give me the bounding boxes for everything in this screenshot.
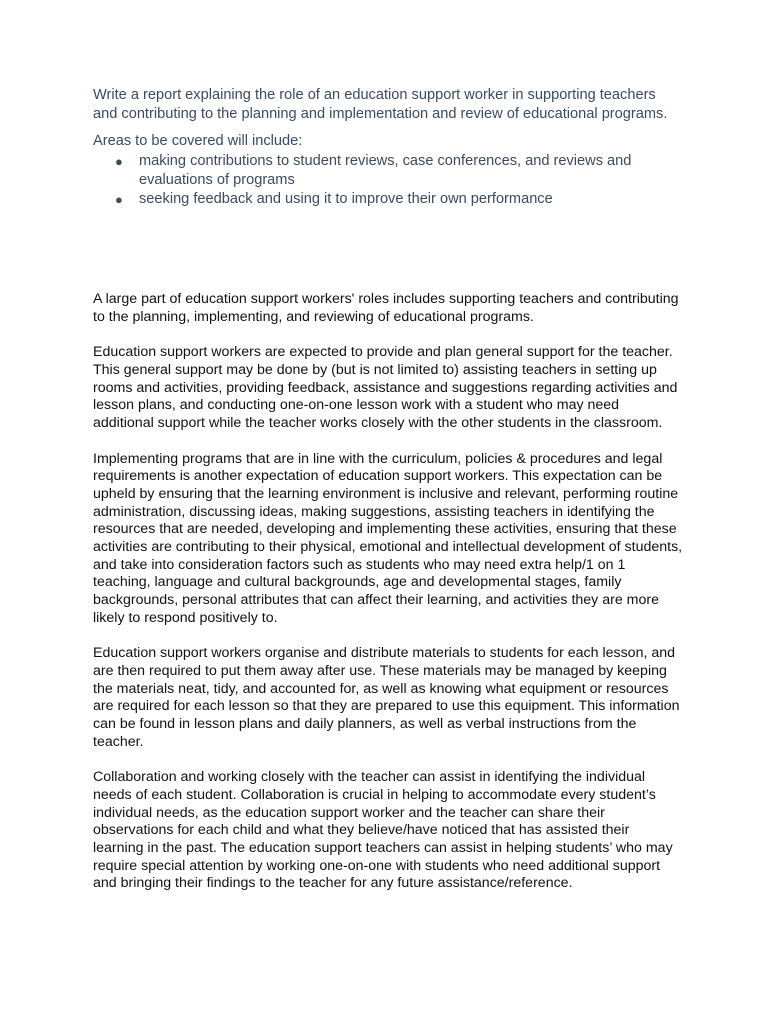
report-body [93, 291, 683, 893]
report-paragraph: A large part of education support workers' roles includes supporting teachers and contributing to the planning, implementing, and reviewing of educational programs. [93, 291, 679, 325]
areas-label: Areas to be covered will include: [93, 133, 303, 150]
areas-list [93, 152, 683, 210]
list-item-text: seeking feedback and using it to improve their own performance [139, 191, 553, 208]
document-page [93, 86, 683, 911]
task-prompt [93, 86, 683, 209]
list-item [93, 190, 683, 209]
list-item-text: making contributions to student reviews, case conferences, and reviews and evaluations of programs [139, 152, 632, 188]
report-paragraph: Collaboration and working closely with the teacher can assist in identifying the individual needs of each student. Collaboration is crucial in helping to accommodate every student’s individual needs, as the education support worker and the teacher can share their observations for each child and what they believe/have noticed that has assisted their learning in the past. The education support teachers can assist in helping students’ who may require special attention by working one-on-one with students who need additional support and bringing their findings to the teacher for any future assistance/reference. [93, 769, 673, 892]
bullet-icon: ● [115, 192, 123, 208]
report-paragraph: Education support workers organise and distribute materials to students for each lesson, and are then required to put them away after use. These materials may be managed by keeping the materials neat, tidy, and accounted for, as well as knowing what equipment or resources are required for each lesson so that they are prepared to use this equipment. This information can be found in lesson plans and daily planners, as well as verbal instructions from the teacher. [93, 645, 680, 750]
report-paragraph: Implementing programs that are in line with the curriculum, policies & procedures and legal requirements is another expectation of education support workers. This expectation can be upheld by ensuring that the learning environment is inclusive and relevant, performing routine administration, discussing ideas, making suggestions, assisting teachers in identifying the resources that are needed, developing and implementing these activities, ensuring that these activities are contributing to their physical, emotional and intellectual development of students, and take into consideration factors such as students who may need extra help/1 on 1 teaching, language and cultural backgrounds, age and developmental stages, family backgrounds, personal attributes that can affect their learning, and activities they are more likely to respond positively to. [93, 450, 683, 626]
report-paragraph: Education support workers are expected to provide and plan general support for the teacher. This general support may be done by (but is not limited to) assisting teachers in setting up rooms and activities, providing feedback, assistance and suggestions regarding activities and lesson plans, and conducting one-on-one lesson work with a student who may need additional support while the teacher works closely with the other students in the classroom. [93, 344, 678, 432]
list-item [93, 152, 683, 190]
bullet-icon: ● [115, 153, 123, 169]
task-intro: Write a report explaining the role of an education support worker in supporting teachers and contributing to the planning and implementation and review of educational programs. [93, 87, 668, 123]
